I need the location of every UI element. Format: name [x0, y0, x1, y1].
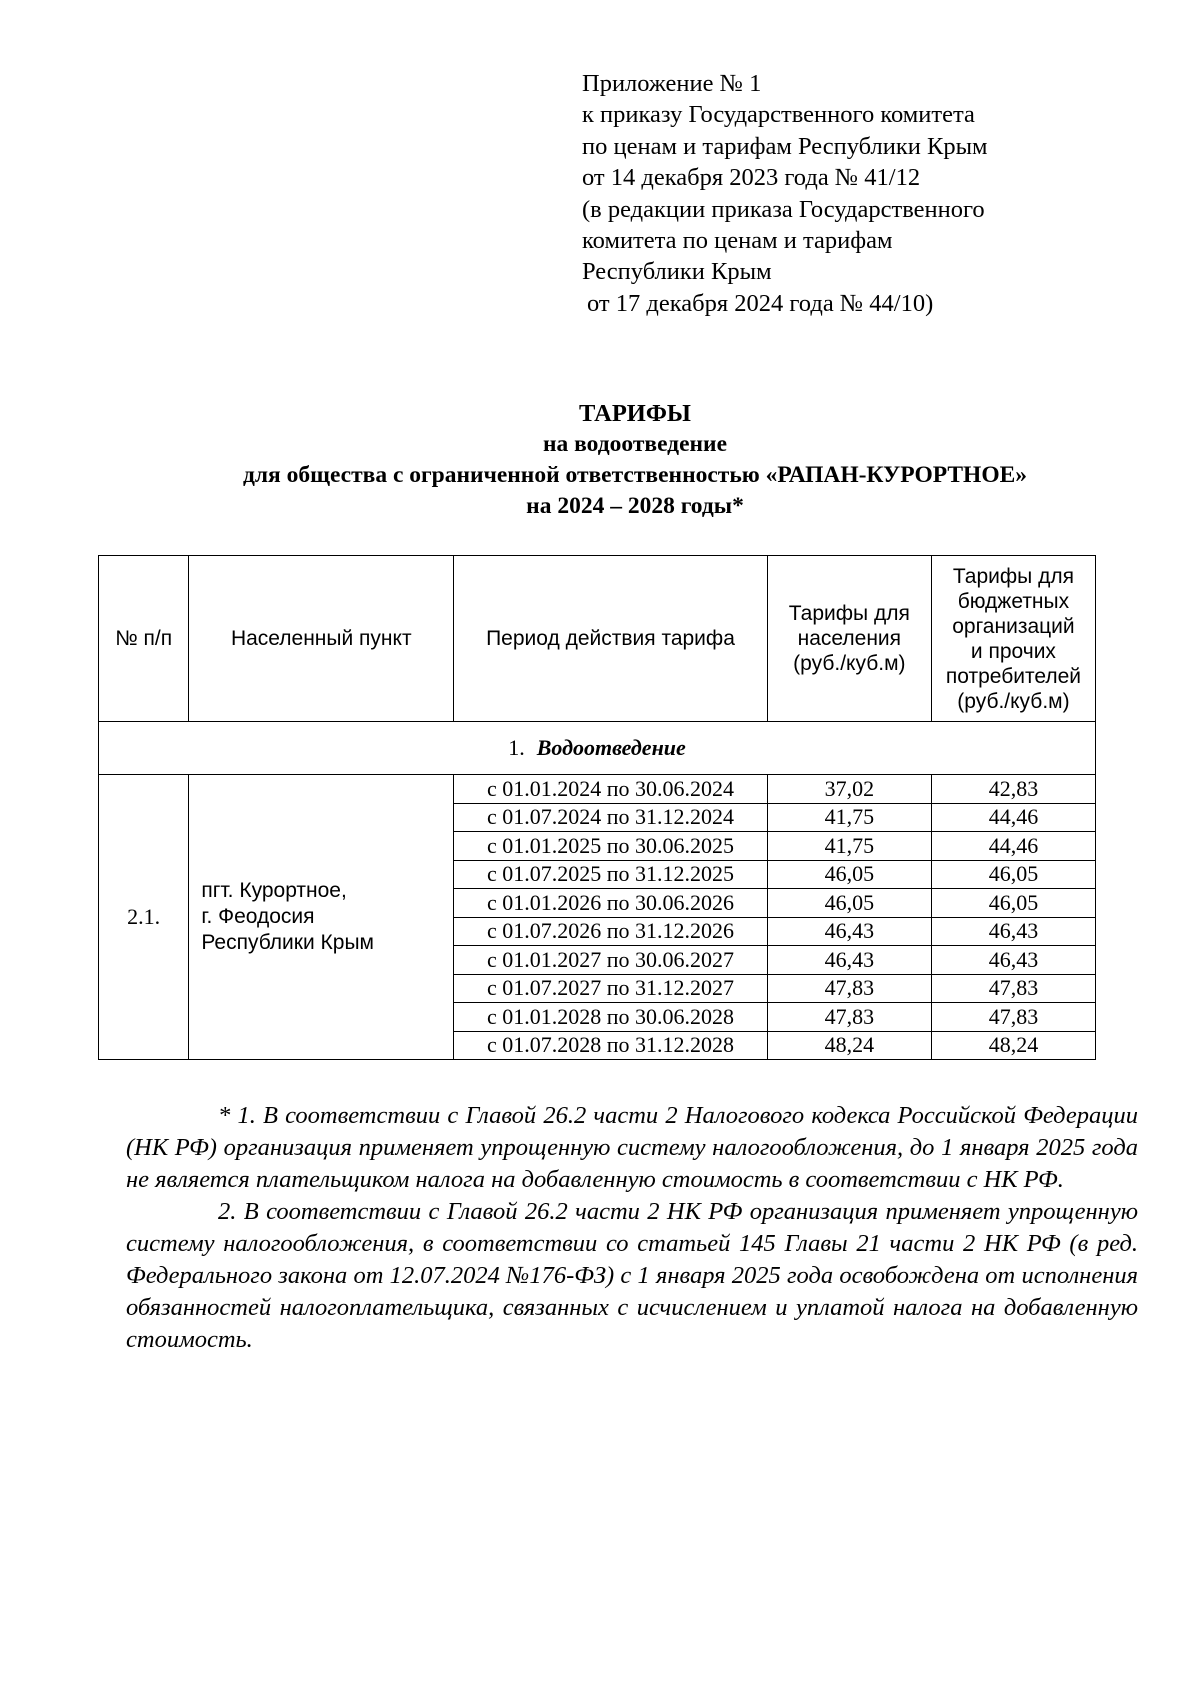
- period-cell: с 01.01.2026 по 30.06.2026: [454, 889, 768, 918]
- period-cell: с 01.01.2028 по 30.06.2028: [454, 1003, 768, 1032]
- header-line: организаций: [952, 614, 1075, 638]
- population-tariff-cell: 46,05: [767, 889, 931, 918]
- row-index: 2.1.: [99, 775, 189, 1060]
- other-tariff-cell: 44,46: [931, 803, 1095, 832]
- period-cell: с 01.07.2026 по 31.12.2026: [454, 917, 768, 946]
- header-locality: Населенный пункт: [189, 556, 454, 722]
- population-tariff-cell: 46,05: [767, 860, 931, 889]
- appendix-line: от 14 декабря 2023 года № 41/12: [582, 164, 921, 192]
- appendix-line: Республики Крым: [582, 258, 772, 286]
- other-tariff-cell: 46,05: [931, 860, 1095, 889]
- appendix-line: Приложение № 1: [582, 70, 762, 97]
- period-cell: с 01.07.2025 по 31.12.2025: [454, 860, 768, 889]
- population-tariff-cell: 41,75: [767, 803, 931, 832]
- section-number: 1.: [508, 735, 525, 760]
- appendix-line: (в редакции приказа Государственного: [582, 195, 985, 223]
- population-tariff-cell: 47,83: [767, 1003, 931, 1032]
- other-tariff-cell: 46,43: [931, 946, 1095, 975]
- header-line: потребителей: [945, 664, 1081, 688]
- locality-line: Республики Крым: [201, 931, 374, 954]
- population-tariff-cell: 47,83: [767, 974, 931, 1003]
- header-line: Тарифы для: [952, 564, 1074, 588]
- period-cell: с 01.07.2028 по 31.12.2028: [454, 1031, 768, 1060]
- header-period: Период действия тарифа: [454, 556, 768, 722]
- table-header-row: [99, 556, 1096, 722]
- other-tariff-cell: 46,43: [931, 917, 1095, 946]
- header-line: населения: [797, 627, 902, 650]
- tariff-table: [98, 555, 1096, 1060]
- title-main: ТАРИФЫ: [579, 400, 691, 427]
- other-tariff-cell: 47,83: [931, 1003, 1095, 1032]
- other-tariff-cell: 48,24: [931, 1031, 1095, 1060]
- header-line: (руб./куб.м): [957, 689, 1070, 713]
- header-line: Тарифы для: [788, 602, 910, 625]
- header-line: и прочих: [970, 639, 1056, 663]
- document-title: [0, 398, 1200, 522]
- section-row: [99, 722, 1096, 775]
- title-years: на 2024 – 2028 годы*: [526, 493, 744, 519]
- period-cell: с 01.01.2027 по 30.06.2027: [454, 946, 768, 975]
- population-tariff-cell: 37,02: [767, 775, 931, 804]
- population-tariff-cell: 48,24: [767, 1031, 931, 1060]
- appendix-line: комитета по ценам и тарифам: [582, 227, 893, 255]
- locality-line: пгт. Курортное,: [201, 879, 347, 902]
- section-name: Водоотведение: [536, 735, 686, 760]
- other-tariff-cell: 47,83: [931, 974, 1095, 1003]
- period-cell: с 01.07.2024 по 31.12.2024: [454, 803, 768, 832]
- title-subject: на водоотведение: [542, 431, 728, 457]
- header-population-tariff: [767, 556, 931, 722]
- population-tariff-cell: 41,75: [767, 832, 931, 861]
- header-line: (руб./куб.м): [793, 652, 906, 675]
- tariff-rows: [99, 775, 1096, 1060]
- population-tariff-cell: 46,43: [767, 946, 931, 975]
- header-num: № п/п: [99, 556, 189, 722]
- appendix-line: от 17 декабря 2024 года № 44/10): [587, 289, 934, 317]
- appendix-line: к приказу Государственного комитета: [582, 101, 975, 129]
- locality-cell: [189, 775, 454, 1060]
- table-row: [99, 775, 1096, 804]
- appendix-block: [582, 68, 988, 319]
- section-cell: [99, 722, 1096, 775]
- population-tariff-cell: 46,43: [767, 917, 931, 946]
- other-tariff-cell: 42,83: [931, 775, 1095, 804]
- period-cell: с 01.07.2027 по 31.12.2027: [454, 974, 768, 1003]
- period-cell: с 01.01.2025 по 30.06.2025: [454, 832, 768, 861]
- locality-line: г. Феодосия: [201, 905, 315, 928]
- footnote-1: * 1. В соответствии с Главой 26.2 части 2 Налогового кодекса Российской Федерации (НК РФ) организация применяет упрощенную систему налогообложения, до 1 января 2025 года не является плательщиком налога на добавленную стоимость в соответствии с НК РФ.: [126, 1102, 1138, 1193]
- other-tariff-cell: 46,05: [931, 889, 1095, 918]
- footnote-2: 2. В соответствии с Главой 26.2 части 2 НК РФ организация применяет упрощенную систему налогообложения, в соответствии со статьей 145 Главы 21 части 2 НК РФ (в ред. Федерального закона от 12.07.2024 №176-ФЗ) с 1 января 2025 года освобождена от исполнения обязанностей налогоплательщика, связанных с исчислением и уплатой налога на добавленную стоимость.: [126, 1198, 1138, 1353]
- header-line: бюджетных: [957, 589, 1070, 613]
- footnotes: [126, 1100, 1138, 1356]
- title-organization: для общества с ограниченной ответственностью «РАПАН-КУРОРТНОЕ»: [242, 462, 1028, 488]
- period-cell: с 01.01.2024 по 30.06.2024: [454, 775, 768, 804]
- header-other-tariff: [931, 556, 1095, 722]
- other-tariff-cell: 44,46: [931, 832, 1095, 861]
- appendix-line: по ценам и тарифам Республики Крым: [582, 132, 988, 160]
